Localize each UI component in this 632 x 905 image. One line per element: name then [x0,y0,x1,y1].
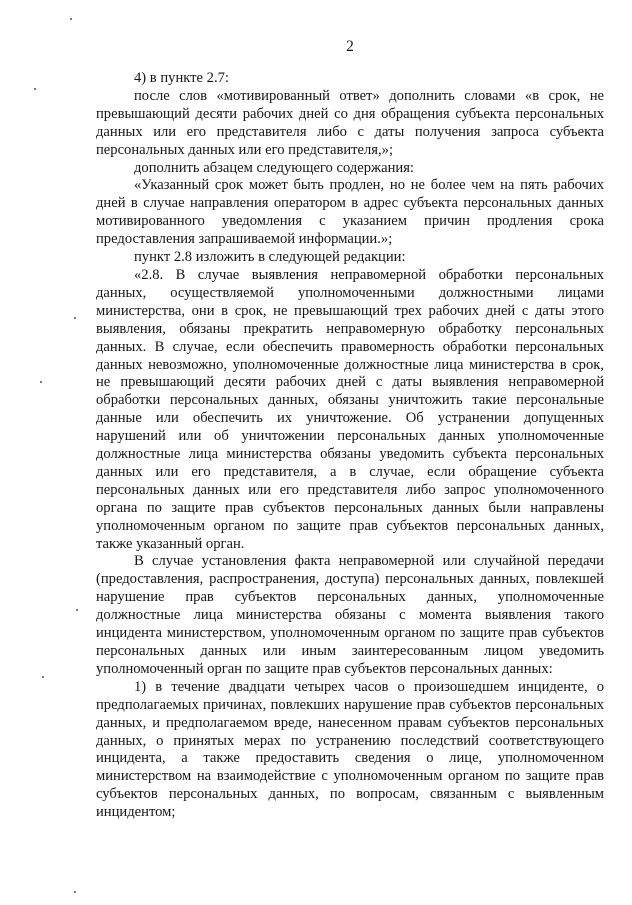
scan-speck [40,381,42,383]
paragraph-subitem-1: 1) в течение двадцати четырех часов о произошедшем инциденте, о предполагаемых причинах, повлекших нарушение прав субъектов персональных данных, и предполагаемом вреде, нанесенном правам субъектов персональных данных, о принятых мерах по устранению последствий соответствующего инцидента, а также предоставить сведения о лице, уполномоченном министерством на взаимодействие с уполномоченным органом по защите прав субъектов персональных данных, по вопросам, связанным с выявленным инцидентом; [96,678,604,821]
document-body [96,70,604,822]
scan-speck [74,891,76,893]
scan-speck [34,88,36,90]
paragraph-item-4-heading: 4) в пункте 2.7: [134,70,229,86]
scan-speck [76,609,78,611]
paragraph-item-2-8-text: «2.8. В случае выявления неправомерной обработки персональных данных, осуществляемой уполномоченными должностными лицами министерства, они в срок, не превышающий трех рабочих дней с даты этого выявления, обязаны прекратить неправомерную обработку персональных данных. В случае, если обеспечить правомерность обработки персональных данных невозможно, уполномоченные должностные лица министерства в срок, не превышающий десяти рабочих дней с даты выявления неправомерной обработки персональных данных, обязаны уничтожить такие персональные данные или обеспечить их уничтожение. Об устранении допущенных нарушений или об уничтожении персональных данных уполномоченные должностные лица министерства обязаны уведомить субъекта персональных данных или его представителя, а в случае, если обращение субъекта персональных данных или его представителя либо запрос уполномоченного органа по защите прав субъектов персональных данных были направлены уполномоченным органом по защите прав субъектов персональных данных, также указанный орган. [96,266,604,552]
scan-speck [42,676,44,678]
page-number: 2 [346,38,354,55]
scan-speck [74,317,76,319]
paragraph-add-clause-intro: дополнить абзацем следующего содержания: [134,159,414,176]
paragraph-term-extension: «Указанный срок может быть продлен, но не более чем на пять рабочих дней в случае направления оператором в адрес субъекта персональных данных мотивированного уведомления с указанием причин продления срока предоставления запрашиваемой информации.»; [96,177,604,248]
paragraph-item-2-8-intro: пункт 2.8 изложить в следующей редакции: [134,249,406,266]
paragraph-incident-notification: В случае установления факта неправомерной или случайной передачи (предоставления, распространения, доступа) персональных данных, повлекшей нарушение прав субъектов персональных данных, уполномоченные должностные лица министерства обязаны с момента выявления такого инцидента министерством, уполномоченным органом по защите прав субъектов персональных данных или иным заинтересованным лицом уведомить уполномоченный орган по защите прав субъектов персональных данных: [96,553,604,677]
scan-speck [70,18,72,20]
paragraph-amendment-2-7: после слов «мотивированный ответ» дополнить словами «в срок, не превышающий десяти рабочих дней со дня обращения субъекта персональных данных или его представителя либо с даты получения запроса субъекта персональных данных или его представителя,»; [96,87,604,158]
